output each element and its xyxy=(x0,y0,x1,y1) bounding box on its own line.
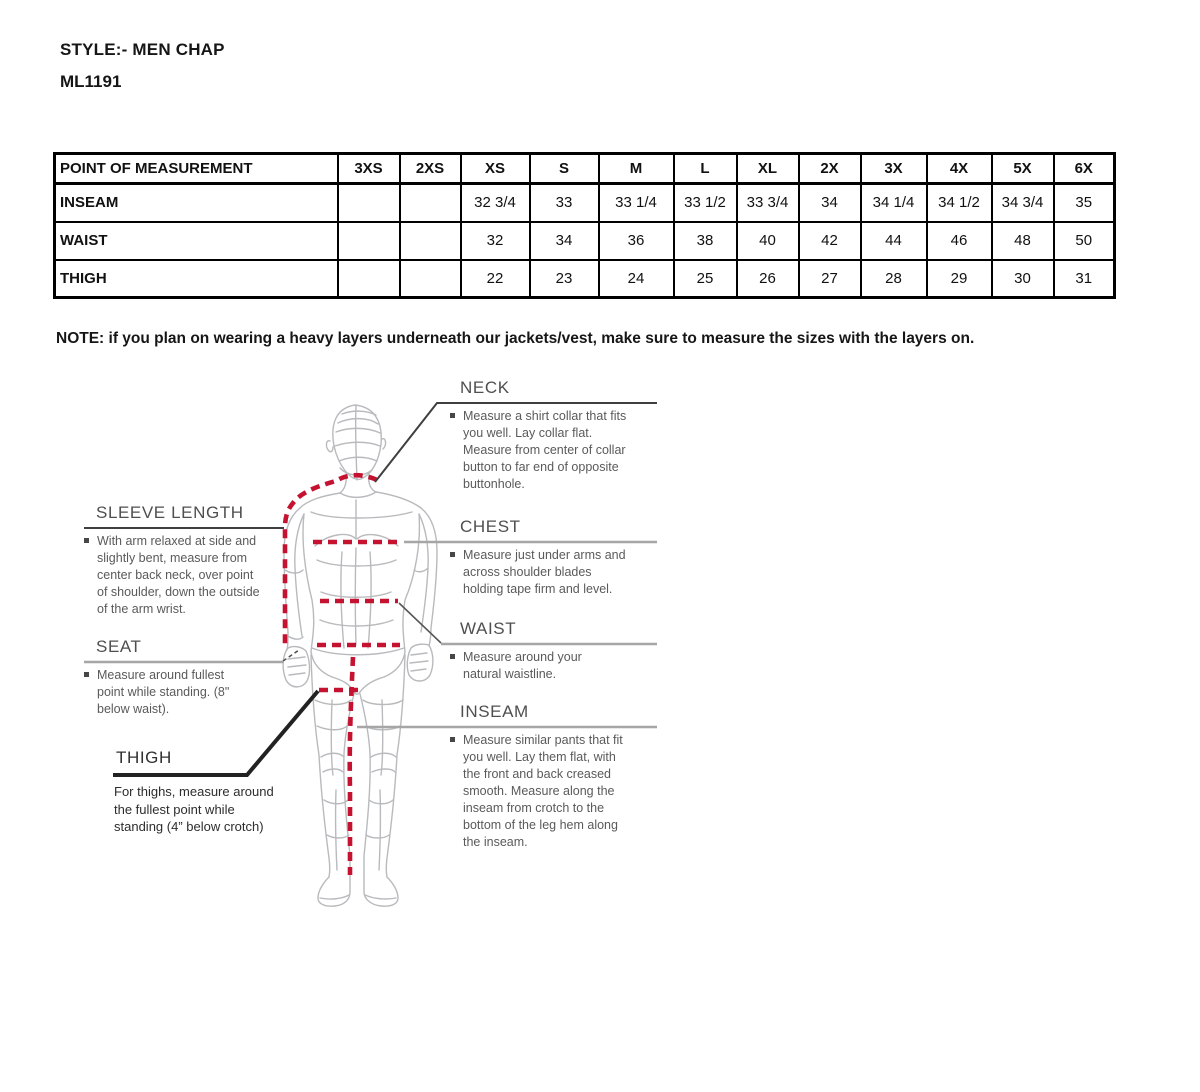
guide-text-waist: Measure around your natural waistline. xyxy=(450,649,610,683)
size-table xyxy=(53,152,1116,299)
neck-sleeve-measure-line xyxy=(285,475,377,645)
size-column-header: 2X xyxy=(799,154,861,184)
waist-leader-line xyxy=(399,603,441,643)
size-value-cell xyxy=(400,222,461,260)
note-text: NOTE: if you plan on wearing a heavy layers underneath our jackets/vest, make sure to measure the sizes with the layers on. xyxy=(56,330,975,347)
inseam-measure-line xyxy=(350,657,353,875)
size-value-cell: 33 3/4 xyxy=(737,184,799,222)
size-table-container xyxy=(53,152,1115,299)
guide-heading-neck: NECK xyxy=(460,378,510,397)
guide-heading-seat: SEAT xyxy=(96,637,142,656)
size-table-body xyxy=(55,184,1115,298)
size-table-head xyxy=(55,154,1115,184)
size-value-cell: 34 3/4 xyxy=(992,184,1054,222)
size-column-header: 3XS xyxy=(338,154,400,184)
guide-heading-thigh: THIGH xyxy=(116,748,172,767)
size-column-header: 6X xyxy=(1054,154,1115,184)
size-value-cell xyxy=(338,222,400,260)
size-value-cell: 40 xyxy=(737,222,799,260)
size-value-cell: 34 1/4 xyxy=(861,184,927,222)
size-value-cell: 44 xyxy=(861,222,927,260)
style-title: STYLE:- MEN CHAP xyxy=(60,40,225,59)
guide-text-seat: Measure around fullest point while standing. (8" below waist). xyxy=(84,667,244,718)
guide-heading-inseam: INSEAM xyxy=(460,702,529,721)
bullet-icon xyxy=(450,552,455,557)
measurement-row-label: THIGH xyxy=(55,260,338,298)
bullet-icon xyxy=(84,538,89,543)
size-value-cell: 35 xyxy=(1054,184,1115,222)
size-value-cell: 33 1/2 xyxy=(674,184,737,222)
point-of-measurement-header: POINT OF MEASUREMENT xyxy=(55,154,338,184)
guide-text-inseam: Measure similar pants that fit you well. Lay them flat, with the front and back creased smooth. Measure along the inseam from crotch to the bottom of the leg hem along the inseam. xyxy=(450,732,632,851)
size-value-cell: 33 xyxy=(530,184,599,222)
size-value-cell xyxy=(400,260,461,298)
size-table-row xyxy=(55,222,1115,260)
guide-text-thigh: For thighs, measure around the fullest point while standing (4” below crotch) xyxy=(114,784,274,834)
size-value-cell: 24 xyxy=(599,260,674,298)
model-number: ML1191 xyxy=(60,72,122,91)
size-value-cell: 22 xyxy=(461,260,530,298)
size-value-cell: 33 1/4 xyxy=(599,184,674,222)
bullet-icon xyxy=(84,672,89,677)
size-table-row xyxy=(55,184,1115,222)
size-value-cell: 48 xyxy=(992,222,1054,260)
size-value-cell: 50 xyxy=(1054,222,1115,260)
size-value-cell: 42 xyxy=(799,222,861,260)
size-value-cell: 31 xyxy=(1054,260,1115,298)
size-column-header: 5X xyxy=(992,154,1054,184)
measurement-row-label: INSEAM xyxy=(55,184,338,222)
measurement-row-label: WAIST xyxy=(55,222,338,260)
size-value-cell: 27 xyxy=(799,260,861,298)
bullet-icon xyxy=(450,413,455,418)
size-value-cell: 30 xyxy=(992,260,1054,298)
figure-wireframe xyxy=(283,405,437,906)
size-column-header: L xyxy=(674,154,737,184)
bullet-icon xyxy=(450,654,455,659)
guide-text-neck: Measure a shirt collar that fits you well. Lay collar flat. Measure from center of collar button to far end of opposite buttonhole. xyxy=(450,408,628,493)
guide-heading-waist: WAIST xyxy=(460,619,517,638)
size-value-cell: 32 xyxy=(461,222,530,260)
size-value-cell: 36 xyxy=(599,222,674,260)
size-value-cell: 34 xyxy=(799,184,861,222)
size-value-cell xyxy=(400,184,461,222)
guide-text-sleeve-length: With arm relaxed at side and slightly bent, measure from center back neck, over point of shoulder, down the outside of the arm wrist. xyxy=(84,533,262,618)
guide-text-chest: Measure just under arms and across shoulder blades holding tape firm and level. xyxy=(450,547,632,598)
size-value-cell: 32 3/4 xyxy=(461,184,530,222)
size-value-cell: 25 xyxy=(674,260,737,298)
size-column-header: XS xyxy=(461,154,530,184)
size-value-cell: 46 xyxy=(927,222,992,260)
bullet-icon xyxy=(450,737,455,742)
size-value-cell xyxy=(338,260,400,298)
size-value-cell: 26 xyxy=(737,260,799,298)
size-value-cell: 28 xyxy=(861,260,927,298)
size-value-cell: 34 xyxy=(530,222,599,260)
guide-heading-chest: CHEST xyxy=(460,517,521,536)
size-column-header: XL xyxy=(737,154,799,184)
size-value-cell xyxy=(338,184,400,222)
size-table-row xyxy=(55,260,1115,298)
size-column-header: 2XS xyxy=(400,154,461,184)
size-column-header: M xyxy=(599,154,674,184)
size-value-cell: 38 xyxy=(674,222,737,260)
size-value-cell: 34 1/2 xyxy=(927,184,992,222)
size-column-header: S xyxy=(530,154,599,184)
size-column-header: 4X xyxy=(927,154,992,184)
size-value-cell: 23 xyxy=(530,260,599,298)
guide-heading-sleeve-length: SLEEVE LENGTH xyxy=(96,503,244,522)
size-value-cell: 29 xyxy=(927,260,992,298)
size-column-header: 3X xyxy=(861,154,927,184)
